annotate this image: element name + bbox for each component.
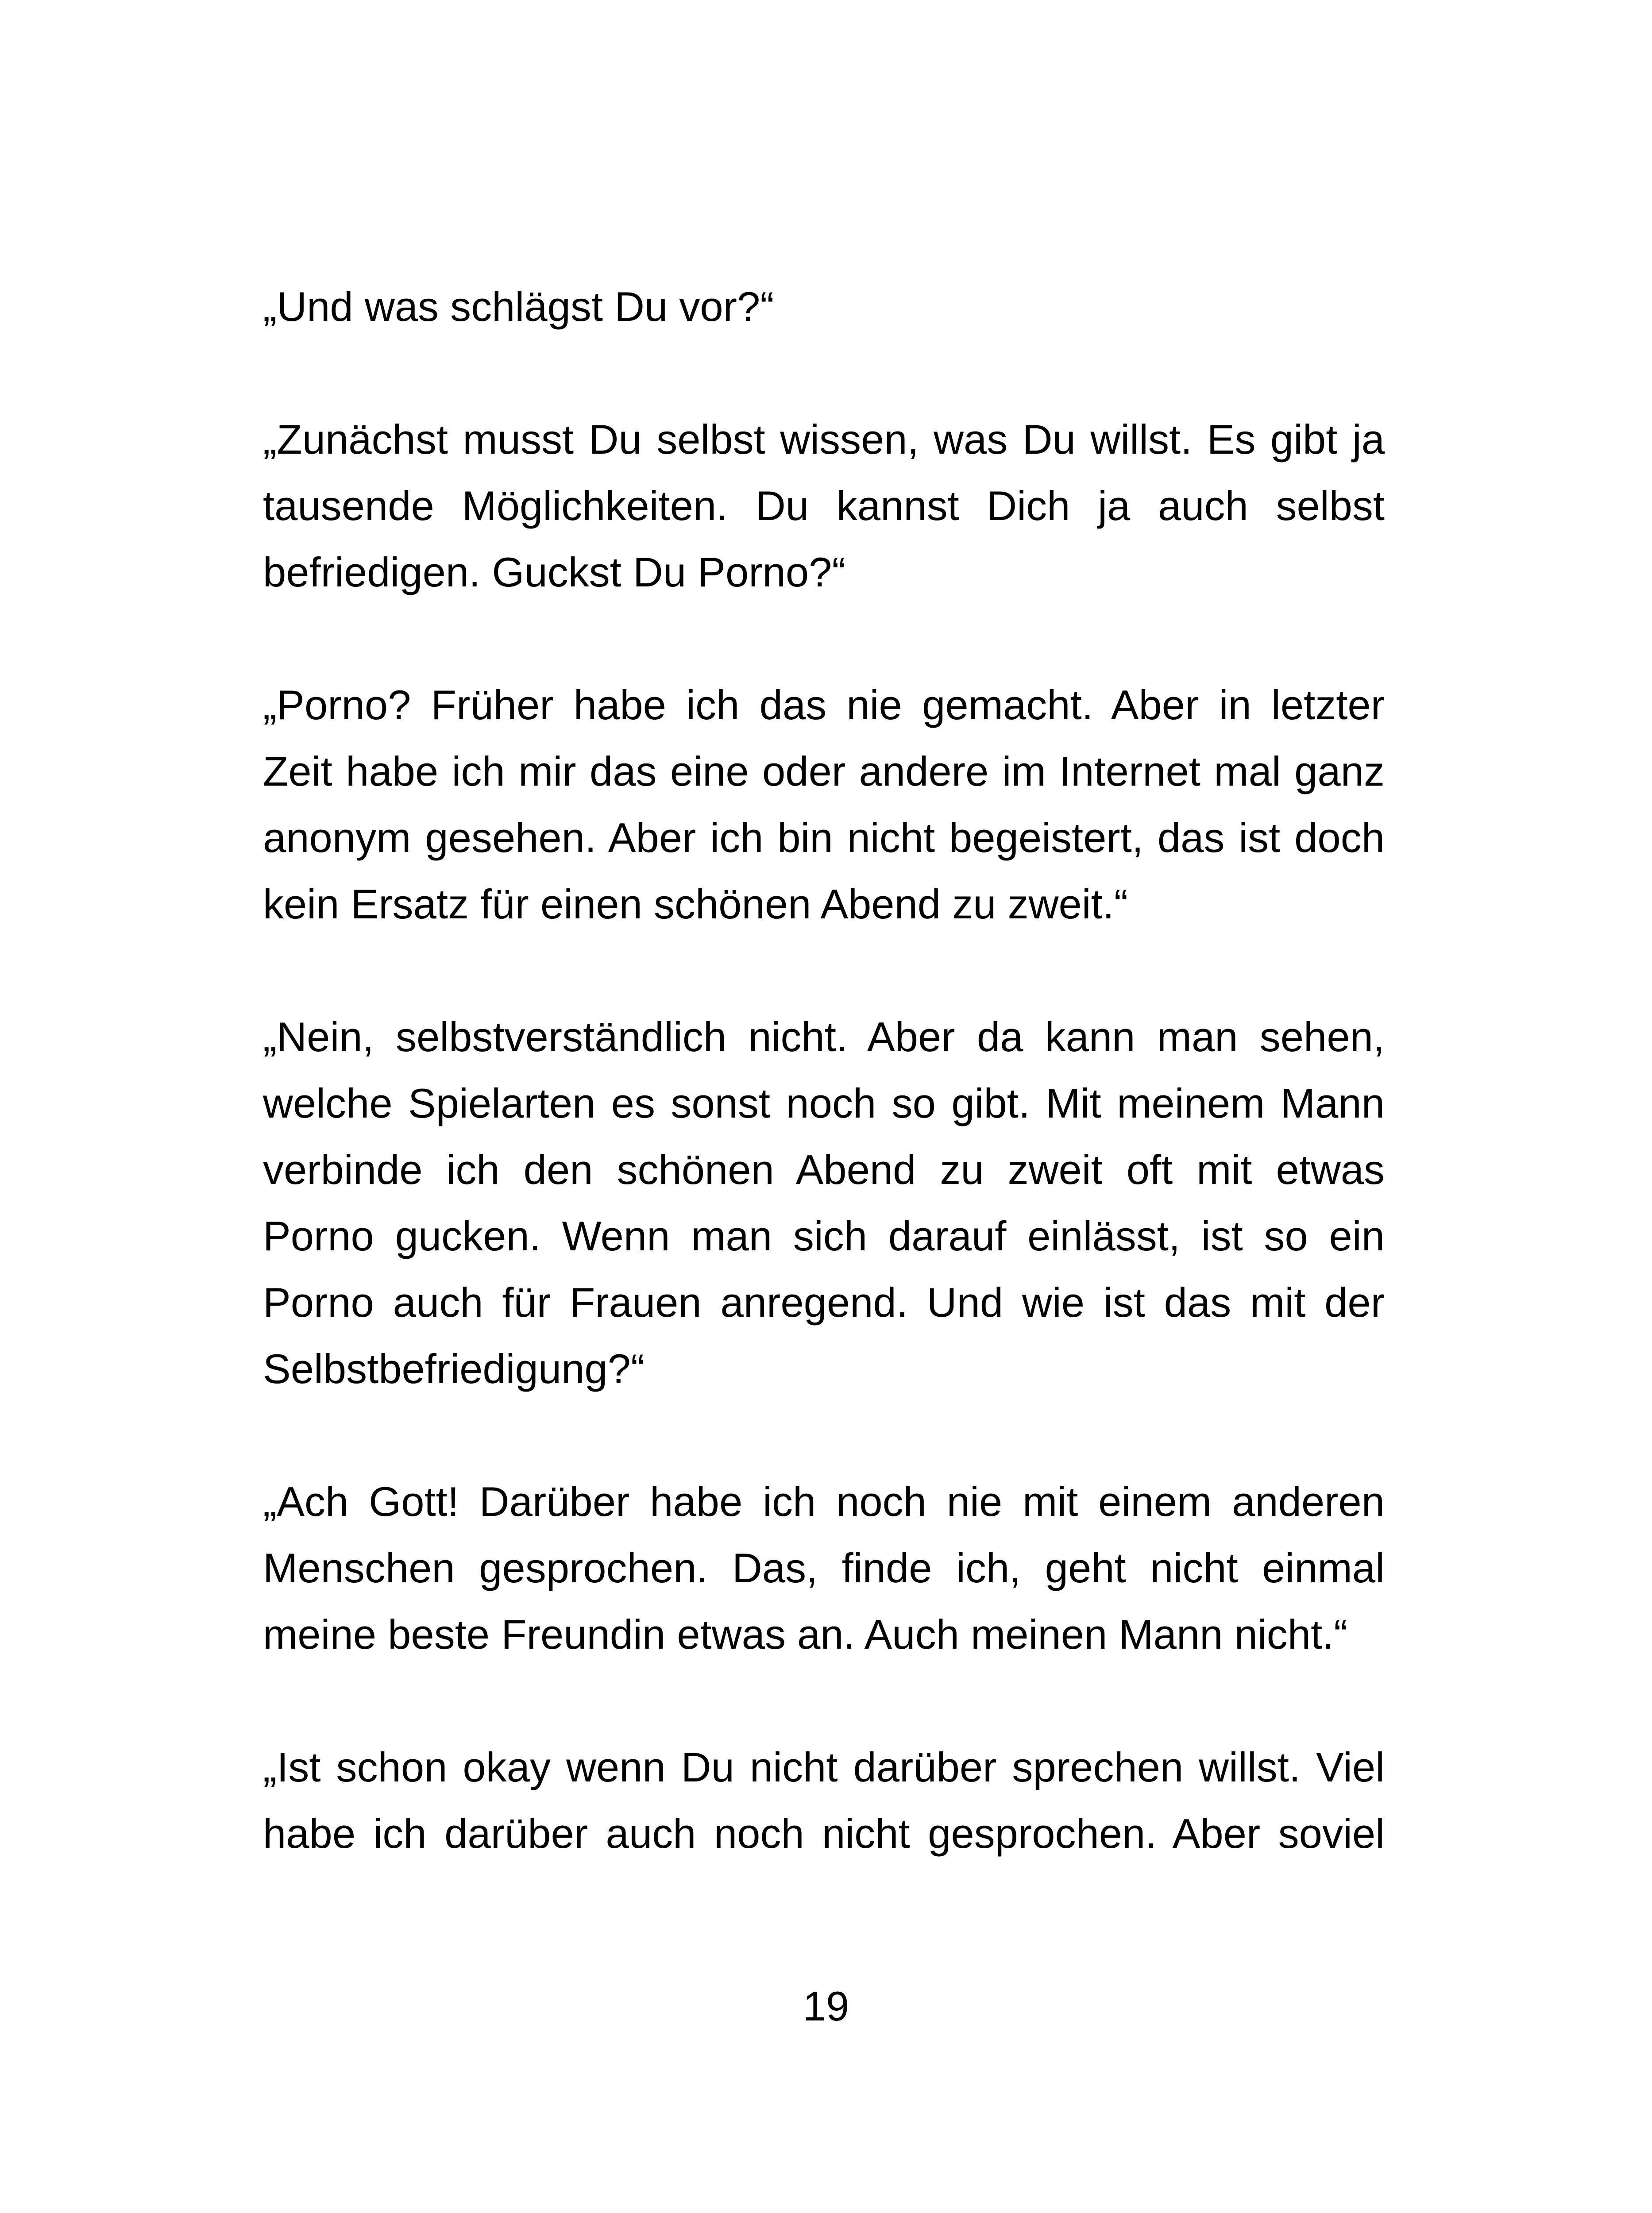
paragraph: „Zunächst musst Du selbst wissen, was Du willst. Es gibt ja tausende Möglichkeiten. Du kannst Dich ja auch selbst befriedigen. Guckst Du Porno?“ xyxy=(263,416,1385,595)
paragraph: „Und was schlägst Du vor?“ xyxy=(263,283,774,330)
paragraph: „Porno? Früher habe ich das nie gemacht. Aber in letzter Zeit habe ich mir das eine oder andere im Internet mal ganz anonym gesehen. Aber ich bin nicht begeistert, das ist doch kein Ersatz für einen schönen Abend zu zweit.“ xyxy=(263,682,1385,927)
paragraph: „Ach Gott! Darüber habe ich noch nie mit einem anderen Menschen gesprochen. Das, finde ich, geht nicht einmal meine beste Freundin etwas an. Auch meinen Mann nicht.“ xyxy=(263,1478,1385,1658)
body-text xyxy=(263,274,1385,1867)
paragraph: „Ist schon okay wenn Du nicht darüber sprechen willst. Viel habe ich darüber auch noch nicht gesprochen. Aber soviel xyxy=(263,1744,1385,1857)
page-number: 19 xyxy=(803,1983,849,2029)
paragraph: „Nein, selbstverständlich nicht. Aber da kann man sehen, welche Spielarten es sonst noch so gibt. Mit meinem Mann verbinde ich den schönen Abend zu zweit oft mit etwas Porno gucken. Wenn man sich darauf einlässt, ist so ein Porno auch für Frauen anregend. Und wie ist das mit der Selbstbefriedigung?“ xyxy=(263,1014,1385,1392)
